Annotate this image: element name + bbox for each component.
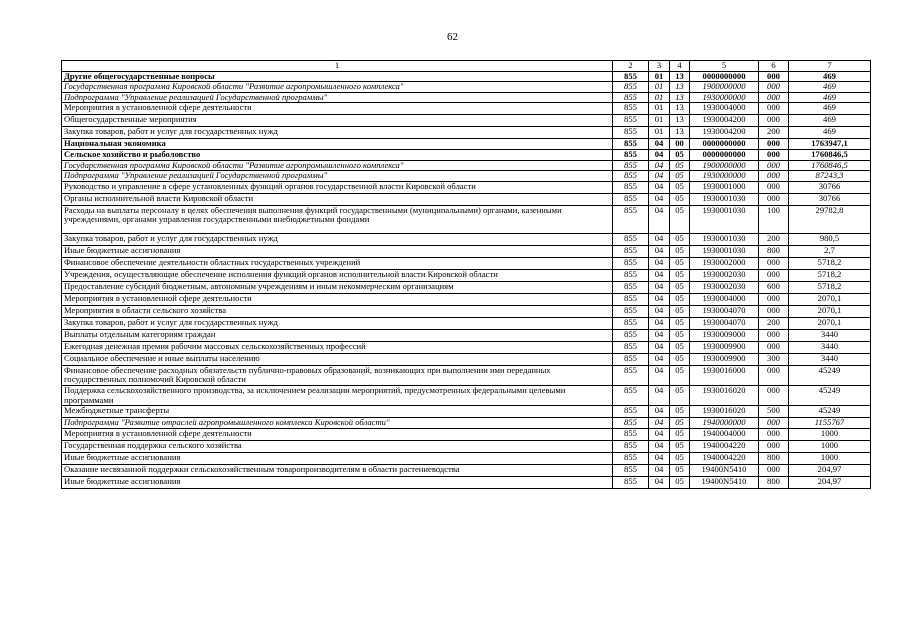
row-csr-cell: 1930001030: [690, 205, 759, 233]
row-vr-cell: 000: [759, 181, 789, 193]
row-csr-cell: 1930001030: [690, 233, 759, 245]
row-g-cell: 855: [613, 171, 649, 182]
row-g-cell: 855: [613, 92, 649, 103]
row-g-cell: 855: [613, 385, 649, 405]
row-g-cell: 855: [613, 181, 649, 193]
row-name-cell: Иные бюджетные ассигнования: [62, 476, 613, 488]
row-g-cell: 855: [613, 452, 649, 464]
header-cell: 3: [649, 61, 670, 72]
row-vr-cell: 200: [759, 233, 789, 245]
row-name-cell: Мероприятия в установленной сфере деятельности: [62, 103, 613, 115]
row-g-cell: 855: [613, 115, 649, 127]
row-pr-cell: 05: [670, 418, 690, 429]
row-vr-cell: 000: [759, 171, 789, 182]
row-sum-cell: 204,97: [789, 464, 871, 476]
row-name-cell: Финансовое обеспечение деятельности областных государственных учреждений: [62, 257, 613, 269]
row-rz-cell: 04: [649, 193, 670, 205]
row-sum-cell: 469: [789, 82, 871, 93]
row-name-cell: Иные бюджетные ассигнования: [62, 452, 613, 464]
row-pr-cell: 05: [670, 149, 690, 160]
row-name-cell: Межбюджетные трансферты: [62, 406, 613, 418]
row-pr-cell: 00: [670, 139, 690, 150]
row-vr-cell: 100: [759, 205, 789, 233]
row-sum-cell: 2070,1: [789, 293, 871, 305]
row-rz-cell: 04: [649, 341, 670, 353]
row-csr-cell: 1930001030: [690, 245, 759, 257]
row-vr-cell: 000: [759, 418, 789, 429]
table-row: [62, 82, 871, 93]
row-pr-cell: 05: [670, 233, 690, 245]
row-vr-cell: 800: [759, 476, 789, 488]
row-csr-cell: 1930001000: [690, 181, 759, 193]
row-vr-cell: 500: [759, 406, 789, 418]
row-sum-cell: 1000: [789, 428, 871, 440]
table-row: [62, 418, 871, 429]
row-g-cell: 855: [613, 71, 649, 82]
row-pr-cell: 05: [670, 281, 690, 293]
row-vr-cell: 000: [759, 149, 789, 160]
row-name-cell: Поддержка сельскохозяйственного производства, за исключением реализации мероприятий, предусмотренных федеральными целевыми программами: [62, 385, 613, 405]
row-g-cell: 855: [613, 365, 649, 385]
row-pr-cell: 13: [670, 92, 690, 103]
row-sum-cell: 30766: [789, 181, 871, 193]
row-vr-cell: 000: [759, 115, 789, 127]
row-rz-cell: 01: [649, 92, 670, 103]
row-rz-cell: 04: [649, 171, 670, 182]
row-rz-cell: 04: [649, 139, 670, 150]
row-pr-cell: 05: [670, 181, 690, 193]
row-rz-cell: 04: [649, 181, 670, 193]
row-g-cell: 855: [613, 440, 649, 452]
row-sum-cell: 980,5: [789, 233, 871, 245]
row-name-cell: Мероприятия в области сельского хозяйства: [62, 305, 613, 317]
row-rz-cell: 04: [649, 205, 670, 233]
row-name-cell: Подпрограмма "Развитие отраслей агропромышленного комплекса Кировской области": [62, 418, 613, 429]
row-pr-cell: 05: [670, 353, 690, 365]
row-g-cell: 855: [613, 82, 649, 93]
row-g-cell: 855: [613, 281, 649, 293]
row-vr-cell: 000: [759, 269, 789, 281]
row-rz-cell: 04: [649, 406, 670, 418]
row-csr-cell: 1930002030: [690, 269, 759, 281]
row-csr-cell: 1930000000: [690, 92, 759, 103]
table-row: [62, 341, 871, 353]
table-row: [62, 257, 871, 269]
row-csr-cell: 1930001030: [690, 193, 759, 205]
row-sum-cell: 5718,2: [789, 257, 871, 269]
row-csr-cell: 1930016020: [690, 406, 759, 418]
row-csr-cell: 19400N5410: [690, 464, 759, 476]
row-name-cell: Выплаты отдельным категориям граждан: [62, 329, 613, 341]
header-row: [62, 61, 871, 72]
row-vr-cell: 800: [759, 452, 789, 464]
row-sum-cell: 1760846,5: [789, 149, 871, 160]
table-row: [62, 428, 871, 440]
row-rz-cell: 01: [649, 71, 670, 82]
row-sum-cell: 469: [789, 127, 871, 139]
table-row: [62, 139, 871, 150]
table-row: [62, 92, 871, 103]
row-name-cell: Мероприятия в установленной сфере деятельности: [62, 293, 613, 305]
row-pr-cell: 05: [670, 160, 690, 171]
header-cell: 5: [690, 61, 759, 72]
row-vr-cell: 800: [759, 245, 789, 257]
row-vr-cell: 000: [759, 464, 789, 476]
table-row: [62, 103, 871, 115]
row-sum-cell: 5718,2: [789, 269, 871, 281]
row-name-cell: Государственная программа Кировской области "Развитие агропромышленного комплекса": [62, 160, 613, 171]
row-name-cell: Закупка товаров, работ и услуг для государственных нужд: [62, 317, 613, 329]
row-rz-cell: 04: [649, 329, 670, 341]
row-vr-cell: 000: [759, 71, 789, 82]
row-rz-cell: 04: [649, 385, 670, 405]
row-g-cell: 855: [613, 139, 649, 150]
row-rz-cell: 04: [649, 233, 670, 245]
row-name-cell: Подпрограмма "Управление реализацией Государственной программы": [62, 92, 613, 103]
row-csr-cell: 1930000000: [690, 171, 759, 182]
table-row: [62, 385, 871, 405]
row-sum-cell: 3440: [789, 341, 871, 353]
row-name-cell: Закупка товаров, работ и услуг для государственных нужд: [62, 127, 613, 139]
row-name-cell: Национальная экономика: [62, 139, 613, 150]
row-csr-cell: 0000000000: [690, 149, 759, 160]
row-sum-cell: 469: [789, 103, 871, 115]
row-name-cell: Органы исполнительной власти Кировской области: [62, 193, 613, 205]
row-rz-cell: 04: [649, 428, 670, 440]
row-name-cell: Государственная программа Кировской области "Развитие агропромышленного комплекса": [62, 82, 613, 93]
table-row: [62, 281, 871, 293]
row-g-cell: 855: [613, 341, 649, 353]
row-csr-cell: 1930002030: [690, 281, 759, 293]
row-g-cell: 855: [613, 476, 649, 488]
table-row: [62, 193, 871, 205]
row-vr-cell: 000: [759, 160, 789, 171]
header-cell: 1: [62, 61, 613, 72]
row-rz-cell: 01: [649, 82, 670, 93]
table-row: [62, 269, 871, 281]
table-row: [62, 171, 871, 182]
row-sum-cell: 3440: [789, 329, 871, 341]
row-vr-cell: 000: [759, 193, 789, 205]
row-csr-cell: 0000000000: [690, 139, 759, 150]
row-vr-cell: 000: [759, 139, 789, 150]
row-rz-cell: 04: [649, 317, 670, 329]
row-csr-cell: 1940004000: [690, 428, 759, 440]
row-rz-cell: 04: [649, 353, 670, 365]
row-name-cell: Мероприятия в установленной сфере деятельности: [62, 428, 613, 440]
row-rz-cell: 04: [649, 149, 670, 160]
row-csr-cell: 1930016000: [690, 365, 759, 385]
row-vr-cell: 000: [759, 305, 789, 317]
row-sum-cell: 29782,8: [789, 205, 871, 233]
row-name-cell: Закупка товаров, работ и услуг для государственных нужд: [62, 233, 613, 245]
row-csr-cell: 1940004220: [690, 440, 759, 452]
row-rz-cell: 04: [649, 476, 670, 488]
row-pr-cell: 05: [670, 205, 690, 233]
row-name-cell: Финансовое обеспечение расходных обязательств публично-правовых образований, возникающих при выполнении ими переданных государственных полномочий Кировской области: [62, 365, 613, 385]
table-row: [62, 115, 871, 127]
row-csr-cell: 0000000000: [690, 71, 759, 82]
row-sum-cell: 45249: [789, 385, 871, 405]
row-g-cell: 855: [613, 149, 649, 160]
row-rz-cell: 04: [649, 269, 670, 281]
row-sum-cell: 1763947,1: [789, 139, 871, 150]
row-sum-cell: 1000: [789, 440, 871, 452]
row-rz-cell: 04: [649, 305, 670, 317]
row-g-cell: 855: [613, 353, 649, 365]
table-row: [62, 233, 871, 245]
row-vr-cell: 000: [759, 257, 789, 269]
row-sum-cell: 87243,3: [789, 171, 871, 182]
row-vr-cell: 200: [759, 317, 789, 329]
row-name-cell: Государственная поддержка сельского хозяйства: [62, 440, 613, 452]
header-cell: 6: [759, 61, 789, 72]
row-sum-cell: 5718,2: [789, 281, 871, 293]
row-csr-cell: 1930004070: [690, 317, 759, 329]
row-rz-cell: 04: [649, 245, 670, 257]
budget-table: [61, 60, 871, 489]
row-name-cell: Социальное обеспечение и иные выплаты населению: [62, 353, 613, 365]
table-row: [62, 440, 871, 452]
row-sum-cell: 3440: [789, 353, 871, 365]
row-sum-cell: 2,7: [789, 245, 871, 257]
row-sum-cell: 469: [789, 115, 871, 127]
row-csr-cell: 1930016020: [690, 385, 759, 405]
row-g-cell: 855: [613, 428, 649, 440]
row-sum-cell: 45249: [789, 365, 871, 385]
row-csr-cell: 1930009900: [690, 341, 759, 353]
table-row: [62, 181, 871, 193]
row-g-cell: 855: [613, 293, 649, 305]
row-sum-cell: 1155767: [789, 418, 871, 429]
row-pr-cell: 05: [670, 464, 690, 476]
row-rz-cell: 01: [649, 127, 670, 139]
row-vr-cell: 000: [759, 385, 789, 405]
table-row: [62, 205, 871, 233]
row-rz-cell: 04: [649, 293, 670, 305]
row-vr-cell: 000: [759, 365, 789, 385]
row-sum-cell: 2070,1: [789, 305, 871, 317]
row-sum-cell: 1760846,5: [789, 160, 871, 171]
row-vr-cell: 000: [759, 293, 789, 305]
row-pr-cell: 13: [670, 82, 690, 93]
row-g-cell: 855: [613, 245, 649, 257]
row-csr-cell: 1930009900: [690, 353, 759, 365]
row-name-cell: Учреждения, осуществляющие обеспечение исполнения функций органов исполнительной власти Кировской области: [62, 269, 613, 281]
row-rz-cell: 04: [649, 160, 670, 171]
row-rz-cell: 04: [649, 452, 670, 464]
table-row: [62, 293, 871, 305]
row-pr-cell: 05: [670, 245, 690, 257]
row-rz-cell: 04: [649, 464, 670, 476]
row-pr-cell: 05: [670, 385, 690, 405]
row-g-cell: 855: [613, 257, 649, 269]
row-g-cell: 855: [613, 103, 649, 115]
row-pr-cell: 05: [670, 365, 690, 385]
row-sum-cell: 30766: [789, 193, 871, 205]
row-name-cell: Расходы на выплаты персоналу в целях обеспечения выполнения функций государственными (муниципальными) органами, казенными учреждениями, органами управления государственными внебюджетными фондами: [62, 205, 613, 233]
table-row: [62, 149, 871, 160]
row-name-cell: Ежегодная денежная премия рабочим массовых сельскохозяйственных профессий: [62, 341, 613, 353]
row-vr-cell: 000: [759, 428, 789, 440]
row-csr-cell: 1930009000: [690, 329, 759, 341]
row-name-cell: Подпрограмма "Управление реализацией Государственной программы": [62, 171, 613, 182]
row-rz-cell: 04: [649, 281, 670, 293]
row-g-cell: 855: [613, 205, 649, 233]
row-pr-cell: 05: [670, 452, 690, 464]
row-sum-cell: 204,97: [789, 476, 871, 488]
header-cell: 2: [613, 61, 649, 72]
row-pr-cell: 05: [670, 476, 690, 488]
row-vr-cell: 300: [759, 353, 789, 365]
row-vr-cell: 000: [759, 440, 789, 452]
row-rz-cell: 04: [649, 365, 670, 385]
row-vr-cell: 600: [759, 281, 789, 293]
row-g-cell: 855: [613, 193, 649, 205]
row-name-cell: Другие общегосударственные вопросы: [62, 71, 613, 82]
row-pr-cell: 05: [670, 428, 690, 440]
header-cell: 4: [670, 61, 690, 72]
row-name-cell: Сельское хозяйство и рыболовство: [62, 149, 613, 160]
row-pr-cell: 13: [670, 103, 690, 115]
row-rz-cell: 01: [649, 103, 670, 115]
row-name-cell: Общегосударственные мероприятия: [62, 115, 613, 127]
row-pr-cell: 05: [670, 193, 690, 205]
row-pr-cell: 05: [670, 305, 690, 317]
table-row: [62, 305, 871, 317]
table-row: [62, 476, 871, 488]
table-row: [62, 127, 871, 139]
row-rz-cell: 04: [649, 418, 670, 429]
page-number: 62: [447, 31, 458, 43]
row-vr-cell: 000: [759, 329, 789, 341]
row-g-cell: 855: [613, 406, 649, 418]
row-name-cell: Руководство и управление в сфере установленных функций органов государственной власти Кировской области: [62, 181, 613, 193]
row-pr-cell: 05: [670, 171, 690, 182]
row-sum-cell: 45249: [789, 406, 871, 418]
row-name-cell: Предоставление субсидий бюджетным, автономным учреждениям и иным некоммерческим организациям: [62, 281, 613, 293]
header-cell: 7: [789, 61, 871, 72]
row-csr-cell: 1930004000: [690, 103, 759, 115]
row-pr-cell: 05: [670, 341, 690, 353]
row-csr-cell: 1900000000: [690, 160, 759, 171]
row-rz-cell: 01: [649, 115, 670, 127]
table-row: [62, 160, 871, 171]
table-row: [62, 317, 871, 329]
row-csr-cell: 1900000000: [690, 82, 759, 93]
row-g-cell: 855: [613, 160, 649, 171]
table-row: [62, 452, 871, 464]
row-vr-cell: 000: [759, 341, 789, 353]
row-pr-cell: 13: [670, 127, 690, 139]
row-pr-cell: 05: [670, 293, 690, 305]
row-csr-cell: 1930004070: [690, 305, 759, 317]
row-vr-cell: 200: [759, 127, 789, 139]
row-csr-cell: 1930004200: [690, 127, 759, 139]
row-csr-cell: 19400N5410: [690, 476, 759, 488]
table-row: [62, 365, 871, 385]
row-g-cell: 855: [613, 317, 649, 329]
row-csr-cell: 1940000000: [690, 418, 759, 429]
table-row: [62, 464, 871, 476]
row-pr-cell: 05: [670, 440, 690, 452]
row-vr-cell: 000: [759, 103, 789, 115]
row-vr-cell: 000: [759, 92, 789, 103]
row-sum-cell: 469: [789, 71, 871, 82]
row-pr-cell: 05: [670, 406, 690, 418]
table-row: [62, 329, 871, 341]
row-name-cell: Оказание несвязанной поддержки сельскохозяйственным товаропроизводителям в области растениеводства: [62, 464, 613, 476]
row-g-cell: 855: [613, 269, 649, 281]
row-csr-cell: 1930004000: [690, 293, 759, 305]
row-pr-cell: 13: [670, 115, 690, 127]
row-g-cell: 855: [613, 305, 649, 317]
row-g-cell: 855: [613, 233, 649, 245]
row-pr-cell: 05: [670, 269, 690, 281]
row-pr-cell: 05: [670, 317, 690, 329]
row-sum-cell: 469: [789, 92, 871, 103]
row-pr-cell: 05: [670, 329, 690, 341]
table-row: [62, 71, 871, 82]
row-pr-cell: 13: [670, 71, 690, 82]
row-csr-cell: 1930002000: [690, 257, 759, 269]
row-g-cell: 855: [613, 464, 649, 476]
row-csr-cell: 1940004220: [690, 452, 759, 464]
row-sum-cell: 1000: [789, 452, 871, 464]
row-rz-cell: 04: [649, 257, 670, 269]
row-vr-cell: 000: [759, 82, 789, 93]
row-g-cell: 855: [613, 329, 649, 341]
row-pr-cell: 05: [670, 257, 690, 269]
table-row: [62, 245, 871, 257]
row-csr-cell: 1930004200: [690, 115, 759, 127]
row-name-cell: Иные бюджетные ассигнования: [62, 245, 613, 257]
table-row: [62, 406, 871, 418]
table-row: [62, 353, 871, 365]
row-g-cell: 855: [613, 127, 649, 139]
row-sum-cell: 2070,1: [789, 317, 871, 329]
row-g-cell: 855: [613, 418, 649, 429]
row-rz-cell: 04: [649, 440, 670, 452]
